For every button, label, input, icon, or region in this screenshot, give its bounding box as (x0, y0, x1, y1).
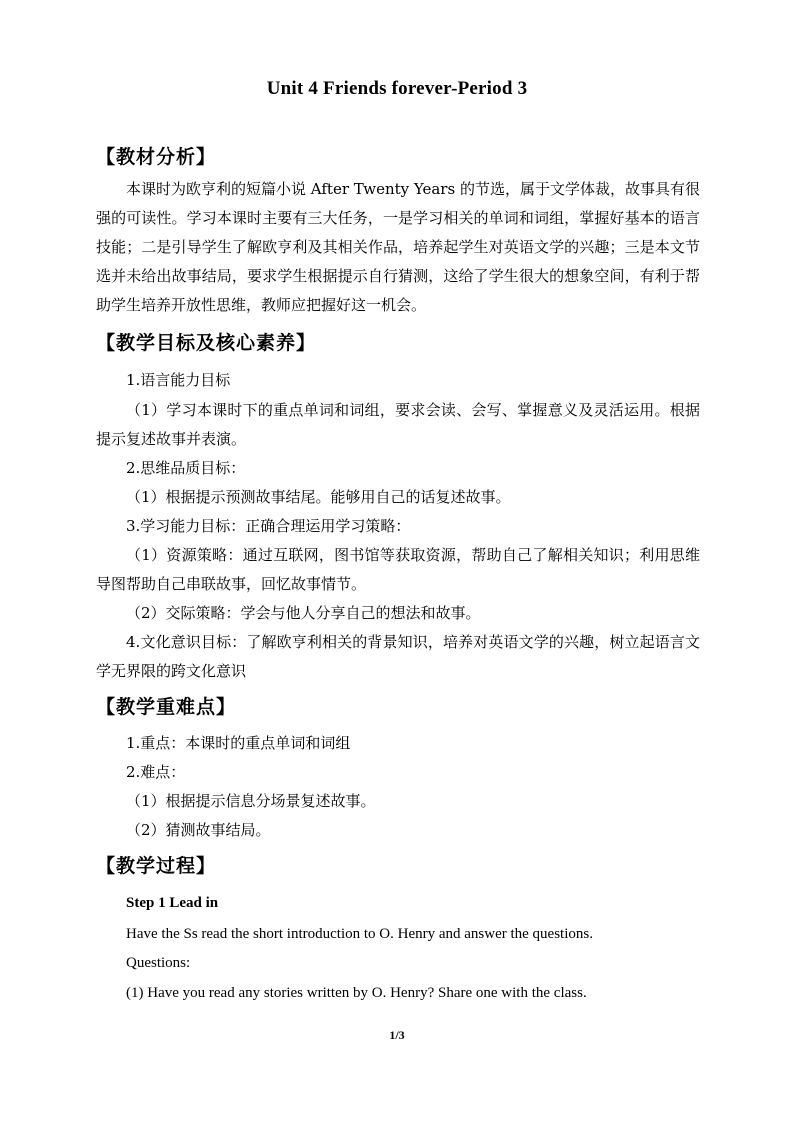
section-heading-process: 【教学过程】 (96, 855, 217, 877)
goal-item-3-title: 3.学习能力目标：正确合理运用学习策略： (126, 517, 411, 535)
document-title: Unit 4 Friends forever-Period 3 (266, 78, 528, 99)
process-step-1-title: Step 1 Lead in (126, 895, 219, 911)
section-heading-analysis: 【教材分析】 (96, 146, 217, 168)
goal-item-4: 4.文化意识目标：了解欧亨利相关的背景知识，培养对英语文学的兴趣，树立起语言文学无界限的跨文化意识 (96, 633, 700, 680)
goal-item-2-title: 2.思维品质目标： (126, 459, 246, 477)
keypoint-line-3: （1）根据提示信息分场景复述故事。 (126, 792, 376, 810)
section-heading-goals: 【教学目标及核心素养】 (96, 332, 317, 354)
keypoint-line-1: 1.重点：本课时的重点单词和词组 (126, 734, 351, 752)
goal-item-1-title: 1.语言能力目标 (126, 371, 231, 389)
goal-item-3-sub-2: （2）交际策略：学会与他人分享自己的想法和故事。 (126, 604, 481, 622)
goal-item-1-sub-1: （1）学习本课时下的重点单词和词组，要求会读、会写、掌握意义及灵活运用。根据提示复述故事并表演。 (96, 401, 700, 448)
keypoint-line-2: 2.难点： (126, 763, 186, 781)
process-line-2: Questions: (126, 955, 191, 971)
analysis-paragraph: 本课时为欧亨利的短篇小说 After Twenty Years 的节选，属于文学体裁，故事具有很强的可读性。学习本课时主要有三大任务，一是学习相关的单词和词组，掌握好基本的语言技能；二是引导学生了解欧亨利及其相关作品，培养起学生对英语文学的兴趣；三是本文节选并未给出故事结局，要求学生根据提示自行猜测，这给了学生很大的想象空间，有利于帮助学生培养开放性思维，教师应把握好这一机会。 (96, 180, 700, 314)
process-line-3: (1) Have you read any stories written by O. Henry? Share one with the class. (126, 985, 587, 1001)
goal-item-3-sub-1: （1）资源策略：通过互联网，图书馆等获取资源，帮助自己了解相关知识；利用思维导图帮助自己串联故事，回忆故事情节。 (96, 546, 700, 593)
process-line-1: Have the Ss read the short introduction to O. Henry and answer the questions. (126, 926, 593, 942)
keypoint-line-4: （2）猜测故事结局。 (126, 821, 271, 839)
page-number: 1/3 (389, 1028, 405, 1042)
section-heading-keypoints: 【教学重难点】 (96, 696, 237, 718)
goal-item-2-sub-1: （1）根据提示预测故事结尾。能够用自己的话复述故事。 (126, 488, 511, 506)
